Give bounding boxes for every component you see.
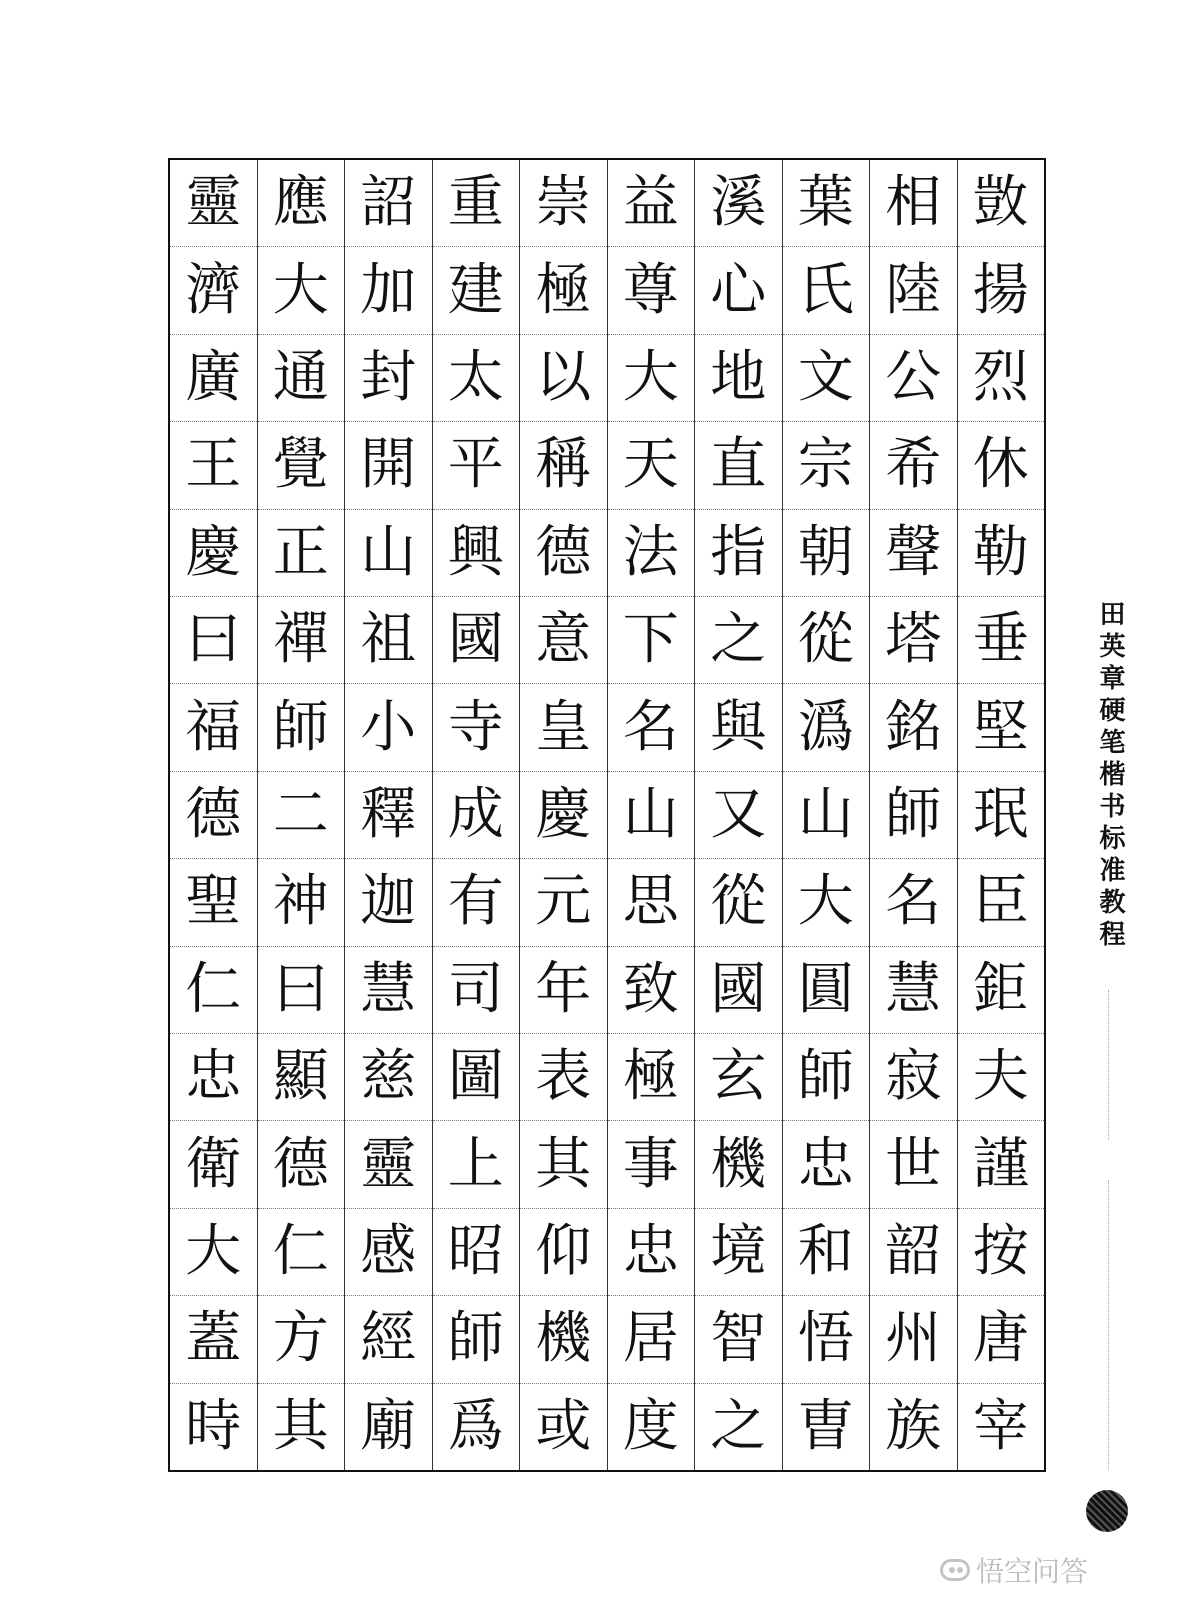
character-cell: 慧: [870, 947, 957, 1034]
character-cell: 境: [695, 1209, 782, 1296]
character-cell: 機: [695, 1121, 782, 1208]
character-cell: 悟: [783, 1296, 870, 1383]
speech-bubble-icon: [940, 1559, 970, 1581]
character-cell: 山: [608, 772, 695, 859]
character-cell: 重: [433, 160, 520, 247]
character-cell: 圖: [433, 1034, 520, 1121]
grid-column-5: [607, 160, 695, 1470]
character-cell: 蓋: [170, 1296, 257, 1383]
character-cell: 小: [345, 684, 432, 771]
character-cell: 爲: [447, 1393, 504, 1459]
character-cell: 聲: [870, 510, 957, 597]
character-cell: 上: [433, 1121, 520, 1208]
character-cell: 經: [345, 1296, 432, 1383]
character-cell: 夫: [958, 1034, 1045, 1121]
character-cell: 朝: [783, 510, 870, 597]
character-cell: 致: [608, 947, 695, 1034]
character-cell: 極: [608, 1034, 695, 1121]
character-cell: 心: [695, 247, 782, 334]
character-cell: 正: [258, 510, 345, 597]
watermark-text: 悟空问答: [976, 1555, 1089, 1588]
character-cell: 慧: [345, 947, 432, 1034]
character-cell: 珉: [958, 772, 1045, 859]
character-cell: 方: [258, 1296, 345, 1383]
grid-column-6: [519, 160, 607, 1470]
character-cell: 從: [695, 859, 782, 946]
character-cell: 垂: [958, 597, 1045, 684]
character-cell: 直: [695, 422, 782, 509]
character-cell: 大: [170, 1209, 257, 1296]
character-cell: 極: [520, 247, 607, 334]
page-number-dot-icon: [1086, 1490, 1128, 1532]
character-cell: 烈: [958, 335, 1045, 422]
character-cell: 堅: [958, 684, 1045, 771]
character-cell: 師: [783, 1034, 870, 1121]
character-cell: 詔: [345, 160, 432, 247]
character-cell: 州: [870, 1296, 957, 1383]
character-cell: 族: [885, 1393, 942, 1459]
character-cell: 寂: [870, 1034, 957, 1121]
character-cell: 之: [710, 1393, 767, 1459]
grid-column-2: [869, 160, 957, 1470]
character-cell: 葉: [783, 160, 870, 247]
character-cell: 世: [870, 1121, 957, 1208]
character-cell: 鉅: [958, 947, 1045, 1034]
character-cell: 曰: [258, 947, 345, 1034]
character-cell: 太: [433, 335, 520, 422]
character-cell: 時: [185, 1393, 242, 1459]
character-cell: 國: [695, 947, 782, 1034]
character-cell: 仰: [520, 1209, 607, 1296]
character-cell: 圓: [783, 947, 870, 1034]
character-cell: 成: [433, 772, 520, 859]
character-cell: 下: [608, 597, 695, 684]
character-cell: 師: [433, 1296, 520, 1383]
character-cell: 塔: [870, 597, 957, 684]
character-cell: 覺: [258, 422, 345, 509]
character-cell: 名: [870, 859, 957, 946]
character-cell: 機: [520, 1296, 607, 1383]
character-cell: 按: [958, 1209, 1045, 1296]
character-grid: [168, 158, 1046, 1472]
character-cell: 封: [345, 335, 432, 422]
grid-column-9: [257, 160, 345, 1470]
character-cell: 益: [608, 160, 695, 247]
character-cell: 大: [783, 859, 870, 946]
character-cell: 慈: [345, 1034, 432, 1121]
character-cell: 慶: [170, 510, 257, 597]
character-cell: 德: [520, 510, 607, 597]
character-cell: 廣: [170, 335, 257, 422]
character-cell: 元: [520, 859, 607, 946]
character-cell: 休: [958, 422, 1045, 509]
character-cell: 曰: [170, 597, 257, 684]
character-cell: 禪: [258, 597, 345, 684]
character-cell: 通: [258, 335, 345, 422]
character-cell: 仁: [170, 947, 257, 1034]
character-cell: 度: [622, 1393, 679, 1459]
character-cell: 師: [870, 772, 957, 859]
character-cell: 師: [258, 684, 345, 771]
character-cell: 玄: [695, 1034, 782, 1121]
character-cell: 揚: [958, 247, 1045, 334]
character-cell: 尊: [608, 247, 695, 334]
character-cell: 其: [520, 1121, 607, 1208]
character-cell: 天: [608, 422, 695, 509]
character-cell: 居: [608, 1296, 695, 1383]
character-cell: 以: [520, 335, 607, 422]
character-cell: 寺: [433, 684, 520, 771]
character-cell: 仁: [258, 1209, 345, 1296]
character-cell: 或: [535, 1393, 592, 1459]
character-cell: 濟: [170, 247, 257, 334]
character-cell: 昭: [433, 1209, 520, 1296]
character-cell: 神: [258, 859, 345, 946]
grid-column-1: [957, 160, 1045, 1470]
character-cell: 又: [695, 772, 782, 859]
character-cell: 和: [783, 1209, 870, 1296]
side-dotted-rule-top: [1108, 990, 1109, 1140]
watermark: [940, 1552, 1088, 1588]
character-cell: 之: [695, 597, 782, 684]
character-cell: 大: [258, 247, 345, 334]
character-cell: 國: [433, 597, 520, 684]
character-cell: 福: [170, 684, 257, 771]
character-cell: 王: [170, 422, 257, 509]
character-cell: 皇: [520, 684, 607, 771]
character-cell: 宰: [972, 1393, 1029, 1459]
character-cell: 稱: [520, 422, 607, 509]
character-cell: 靈: [170, 160, 257, 247]
side-dotted-rule-bottom: [1108, 1180, 1109, 1470]
character-cell: 開: [345, 422, 432, 509]
character-cell: 相: [870, 160, 957, 247]
character-cell: 銘: [870, 684, 957, 771]
character-cell: 平: [433, 422, 520, 509]
character-cell: 事: [608, 1121, 695, 1208]
character-cell: 衛: [170, 1121, 257, 1208]
character-cell: 韶: [870, 1209, 957, 1296]
character-cell: 興: [433, 510, 520, 597]
character-cell: 崇: [520, 160, 607, 247]
character-cell: 指: [695, 510, 782, 597]
character-cell: 謹: [958, 1121, 1045, 1208]
grid-column-8: [344, 160, 432, 1470]
character-cell: 忠: [170, 1034, 257, 1121]
grid-column-10: [170, 160, 257, 1470]
character-cell: 智: [695, 1296, 782, 1383]
character-cell: 曺: [797, 1393, 854, 1459]
character-cell: 宗: [783, 422, 870, 509]
character-cell: 迦: [345, 859, 432, 946]
character-cell: 唐: [958, 1296, 1045, 1383]
character-cell: 釋: [345, 772, 432, 859]
character-cell: 忠: [783, 1121, 870, 1208]
character-cell: 司: [433, 947, 520, 1034]
character-cell: 山: [345, 510, 432, 597]
character-cell: 有: [433, 859, 520, 946]
character-cell: 顯: [258, 1034, 345, 1121]
character-cell: 聖: [170, 859, 257, 946]
grid-column-3: [782, 160, 870, 1470]
character-cell: 靈: [345, 1121, 432, 1208]
character-cell: 山: [783, 772, 870, 859]
character-cell: 慶: [520, 772, 607, 859]
character-cell: 法: [608, 510, 695, 597]
character-cell: 加: [345, 247, 432, 334]
character-cell: 勒: [958, 510, 1045, 597]
character-cell: 感: [345, 1209, 432, 1296]
book-title: 田英章硬笔楷书标准教程: [1095, 600, 1125, 952]
character-cell: 二: [258, 772, 345, 859]
character-cell: 從: [783, 597, 870, 684]
character-cell: 名: [608, 684, 695, 771]
grid-column-7: [432, 160, 520, 1470]
character-cell: 臣: [958, 859, 1045, 946]
character-cell: 文: [783, 335, 870, 422]
character-cell: 應: [258, 160, 345, 247]
character-cell: 希: [870, 422, 957, 509]
character-cell: 其: [272, 1393, 329, 1459]
character-cell: 潙: [783, 684, 870, 771]
character-cell: 建: [433, 247, 520, 334]
character-cell: 忠: [608, 1209, 695, 1296]
character-cell: 陸: [870, 247, 957, 334]
character-cell: 年: [520, 947, 607, 1034]
character-cell: 祖: [345, 597, 432, 684]
character-cell: 敳: [958, 160, 1045, 247]
character-cell: 德: [170, 772, 257, 859]
character-cell: 意: [520, 597, 607, 684]
character-cell: 德: [258, 1121, 345, 1208]
character-cell: 廟: [360, 1393, 417, 1459]
grid-column-4: [694, 160, 782, 1470]
character-cell: 氏: [783, 247, 870, 334]
character-cell: 與: [695, 684, 782, 771]
character-cell: 思: [608, 859, 695, 946]
character-cell: 公: [870, 335, 957, 422]
character-cell: 溪: [695, 160, 782, 247]
character-cell: 地: [695, 335, 782, 422]
character-cell: 表: [520, 1034, 607, 1121]
character-cell: 大: [608, 335, 695, 422]
